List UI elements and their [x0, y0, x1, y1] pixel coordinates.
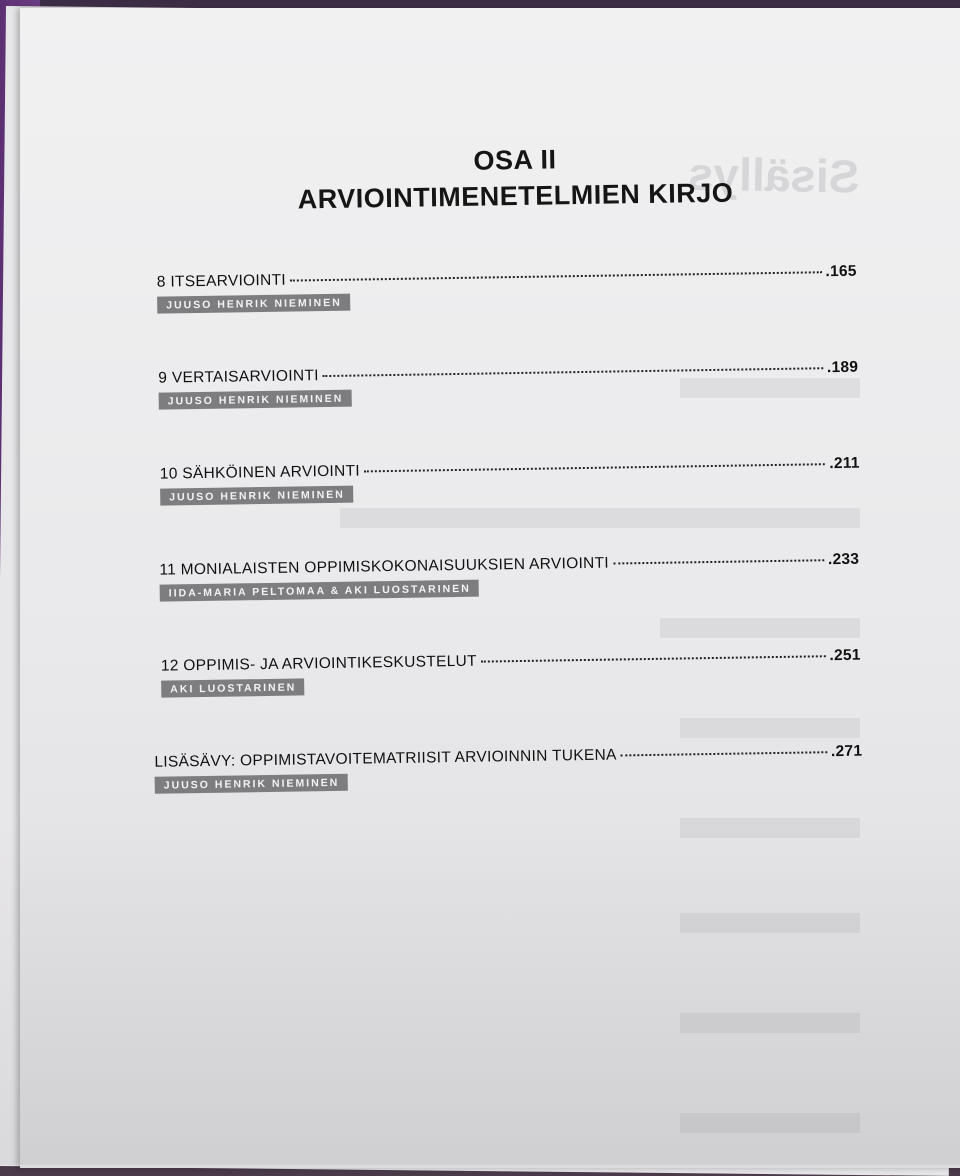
page-number: .251	[829, 646, 861, 665]
chapter-title: 10 SÄHKÖINEN ARVIOINTI	[159, 462, 361, 483]
toc-entry-line	[159, 551, 859, 580]
page-number: .211	[829, 454, 860, 473]
dot-leader	[323, 367, 823, 377]
toc-entry-line	[161, 647, 861, 676]
page-number: .165	[825, 262, 857, 281]
toc-entry	[154, 743, 863, 794]
toc-entry	[158, 359, 859, 410]
part-label: OSA II	[473, 144, 557, 176]
chapter-title: 9 VERTAISARVIOINTI	[158, 367, 319, 387]
author-tag: IIDA-MARIA PELTOMAA & AKI LUOSTARINEN	[160, 580, 479, 602]
dot-leader	[364, 463, 825, 472]
author-tag: JUUSO HENRIK NIEMINEN	[155, 774, 348, 794]
page-number: .271	[830, 742, 863, 761]
toc-entry	[161, 647, 862, 698]
bleed-through-text: Sisällys	[687, 147, 860, 203]
dot-leader	[481, 655, 826, 662]
page-number: .189	[826, 358, 859, 377]
toc-entry	[159, 551, 860, 602]
chapter-title: 11 MONIALAISTEN OPPIMISKOKONAISUUKSIEN ARVIOINTI	[159, 554, 610, 579]
author-tag: JUUSO HENRIK NIEMINEN	[160, 486, 353, 506]
toc-entry-line	[160, 455, 860, 484]
toc-entry	[160, 455, 861, 506]
chapter-title: 12 OPPIMIS- JA ARVIOINTIKESKUSTELUT	[160, 652, 477, 675]
author-tag: JUUSO HENRIK NIEMINEN	[159, 390, 352, 410]
author-tag: JUUSO HENRIK NIEMINEN	[157, 294, 350, 314]
author-tag: AKI LUOSTARINEN	[161, 678, 304, 697]
part-title: ARVIOINTIMENETELMIEN KIRJO	[297, 177, 734, 215]
dot-leader	[621, 751, 827, 756]
dot-leader	[290, 271, 821, 281]
toc-entry-line	[157, 263, 857, 292]
part-heading	[295, 139, 736, 218]
toc-entry-line	[158, 359, 858, 388]
toc-entry-line	[154, 743, 862, 772]
chapter-title: LISÄSÄVY: OPPIMISTAVOITEMATRIISIT ARVIOINNIN TUKENA	[154, 746, 617, 771]
dot-leader	[613, 559, 824, 564]
page-number: .233	[827, 550, 860, 569]
toc-entry	[157, 263, 858, 314]
chapter-title: 8 ITSEARVIOINTI	[156, 271, 287, 291]
